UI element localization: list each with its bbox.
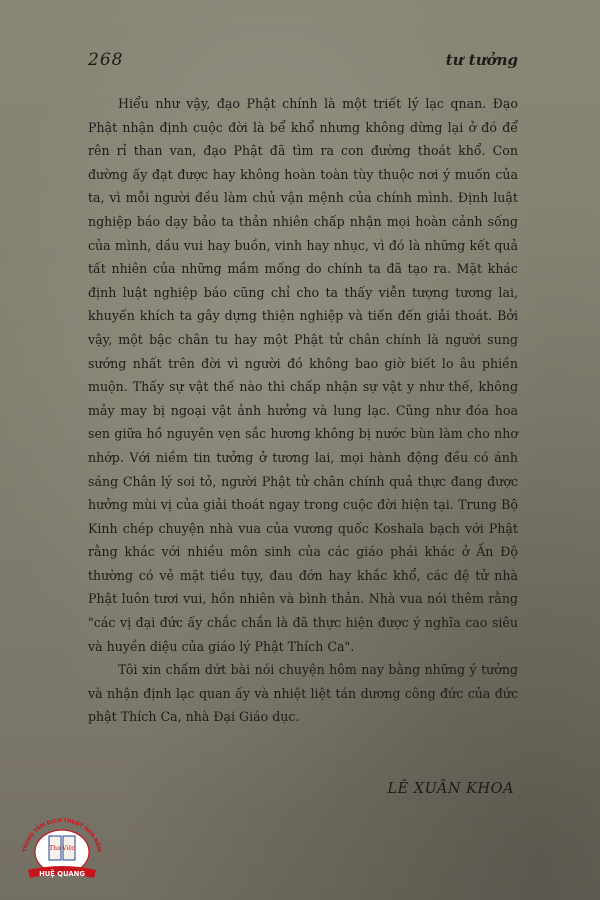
svg-text:Viện: Viện: [62, 845, 76, 852]
paragraph-2: Tôi xin chấm dứt bài nói chuyện hôm nay bằng những ý tưởng và nhận định lạc quan ấy và nhiệt liệt tán dương công đức của đức phật Thích Ca, nhà Đại Giáo dục.: [88, 662, 518, 725]
page-header: [88, 50, 518, 76]
author-signature: LÊ XUÂN KHOA: [387, 781, 514, 797]
svg-text:TRUNG TÂM DỊCH THUẬT HÁN NÔM: TRUNG TÂM DỊCH THUẬT HÁN NÔM: [22, 817, 102, 853]
hue-quang-logo: [16, 810, 108, 886]
paragraph-1: Hiểu như vậy, đạo Phật chính là một triết lý lạc qnan. Đạo Phật nhận định cuộc đời là bể khổ nhưng không dừng lại ở đó để rên rỉ than van, đạo Phật đã tìm ra con đường thoát khổ. Con đường ấy đạt được hay không hoàn toàn tùy thuộc nơi ý muốn của ta, vì mỗi người đều làm chủ vận mệnh của chính mình. Định luật nghiệp báo dạy bảo ta thản nhiên chấp nhận mọi hoàn cảnh sống của mình, dầu vui hay buồn, vinh hay nhục, vì đó là những kết quả tất nhiên của những mầm mống do chính ta đã tạo ra. Mặt khác định luật nghiệp báo cũng chỉ cho ta thấy viễn tượng tương lai, khuyến khích ta gây dựng thiện nghiệp và tiến đến giải thoát. Bởi vậy, một bậc chân tu hay một Phật tử chân chính là người sung sướng nhất trên đời vì người đó không bao giờ biết lo âu phiền muộn. Thấy sự vật thế nào thì chấp nhận sự vật y như thế, không mảy may bị ngoại vật ảnh hưởng và lung lạc. Cũng như đóa hoa sen giữa hồ nguyên vẹn sắc hương không bị nước bùn làm cho nhơ nhớp. Với niềm tin tưởng ở tương lai, mọi hành động đều có ánh sáng Chân lý soi tỏ, người Phật tử chân chính quả thực đang được hưởng mùi vị của giải thoát ngay trong cuộc đời hiện tại. Trung Bộ Kinh chép chuyện nhà vua của vương quốc Koshala bạch với Phật rằng khác với nhiều môn sinh của các giáo phái khác ở Ấn Độ thường có vẻ mặt tiều tụy, đau đớn hay khắc khổ, các đệ tử nhà Phật luôn tươi vui, hồn nhiên và bình thản. Nhà vua nói thêm rằng "các vị đại đức ấy chắc chắn là đã thực hiện được ý nghĩa cao siêu và huyền diệu của giáo lý Phật Thích Ca".: [88, 96, 518, 654]
svg-text:HUỆ QUANG: HUỆ QUANG: [39, 870, 85, 878]
running-title: tư tưởng: [445, 51, 518, 69]
body-text: [88, 92, 518, 729]
page-number: 268: [88, 50, 124, 70]
svg-text:Thư: Thư: [49, 845, 61, 852]
